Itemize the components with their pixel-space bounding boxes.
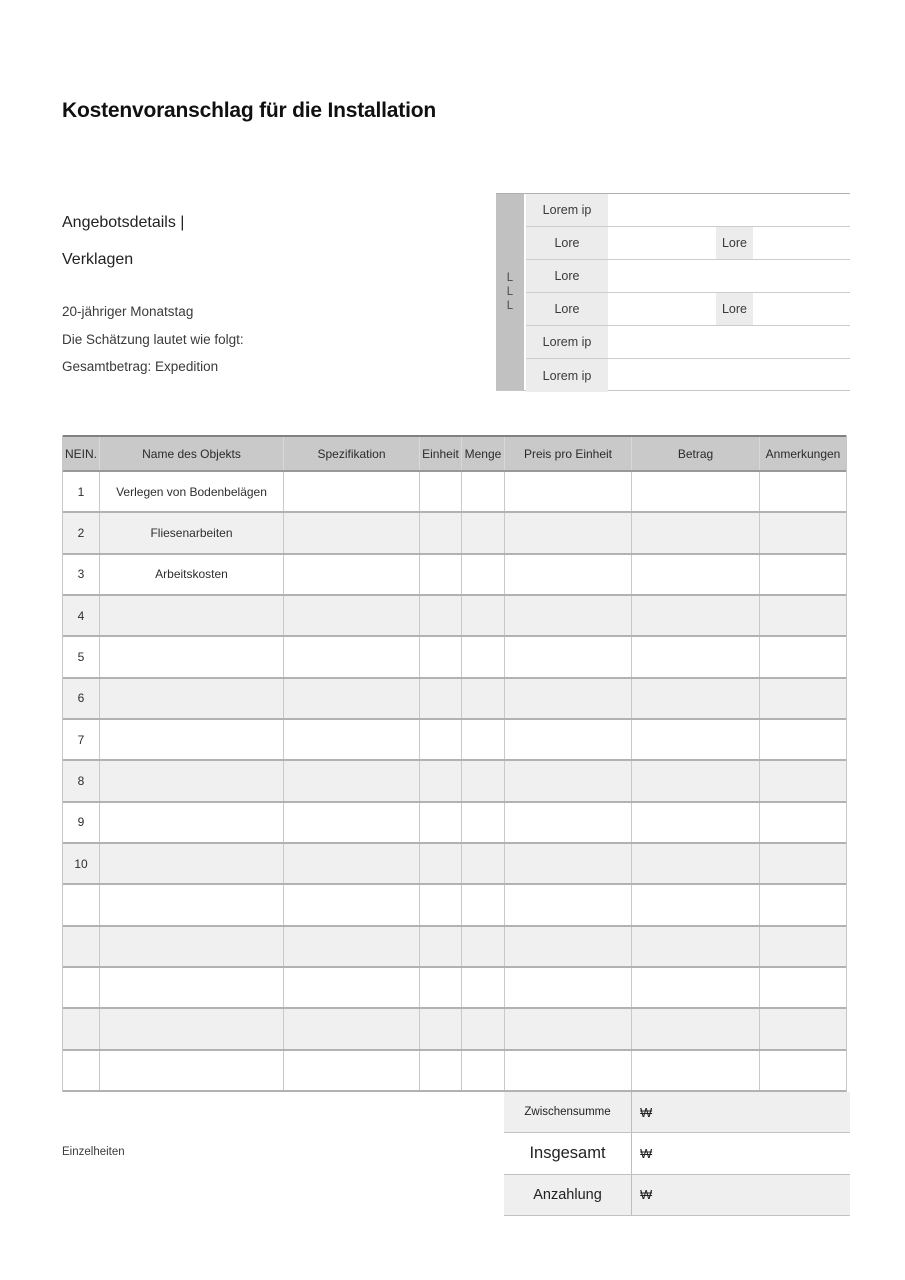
subtotal-value[interactable]: ₩ xyxy=(631,1092,850,1132)
info-label: Lore xyxy=(526,293,608,325)
info-row xyxy=(526,293,850,326)
cell-row-number xyxy=(63,885,100,924)
cell-anmerkungen[interactable] xyxy=(760,844,846,883)
cell-betrag[interactable] xyxy=(632,637,760,676)
cell-item-name[interactable] xyxy=(100,968,284,1007)
table-row xyxy=(63,1051,846,1092)
cell-menge[interactable] xyxy=(462,472,505,511)
cell-spezifikation[interactable] xyxy=(284,1051,420,1090)
cell-item-name[interactable] xyxy=(100,803,284,842)
cell-item-name[interactable] xyxy=(100,844,284,883)
cell-item-name[interactable]: Verlegen von Bodenbelägen xyxy=(100,472,284,511)
header-anmerkungen: Anmerkungen xyxy=(765,446,841,461)
cell-spezifikation[interactable] xyxy=(284,513,420,552)
side-letter: L xyxy=(506,271,514,284)
info-value-cell[interactable] xyxy=(608,194,850,226)
info-row xyxy=(526,194,850,227)
info-label: Lore xyxy=(526,227,608,259)
cell-row-number: 3 xyxy=(63,555,100,594)
cell-item-name[interactable] xyxy=(100,596,284,635)
cell-betrag[interactable] xyxy=(632,844,760,883)
cell-preis[interactable] xyxy=(505,885,632,924)
subtotal-label: Zwischensumme xyxy=(524,1106,611,1119)
header-spezifikation: Spezifikation xyxy=(284,437,420,470)
cell-preis[interactable] xyxy=(505,637,632,676)
info-value-cell[interactable] xyxy=(608,260,850,292)
table-row xyxy=(63,927,846,968)
cell-item-name[interactable] xyxy=(100,679,284,718)
header-betrag: Betrag xyxy=(632,437,760,470)
table-row xyxy=(63,885,846,926)
cell-menge[interactable] xyxy=(462,555,505,594)
cell-menge[interactable] xyxy=(462,720,505,759)
cell-preis[interactable] xyxy=(505,596,632,635)
cell-anmerkungen[interactable] xyxy=(760,761,846,800)
deposit-label: Anzahlung xyxy=(533,1186,602,1203)
header-menge: Menge xyxy=(462,437,505,470)
cell-menge[interactable] xyxy=(462,637,505,676)
cell-preis[interactable] xyxy=(505,679,632,718)
cell-preis[interactable] xyxy=(505,803,632,842)
details-line-date: 20-jähriger Monatstag xyxy=(62,304,194,319)
cell-einheit[interactable] xyxy=(420,596,462,635)
table-row xyxy=(63,555,846,596)
cell-preis[interactable] xyxy=(505,1051,632,1090)
cell-einheit[interactable] xyxy=(420,1009,462,1048)
table-row xyxy=(63,513,846,554)
cell-item-name[interactable] xyxy=(100,720,284,759)
cell-einheit[interactable] xyxy=(420,761,462,800)
cell-betrag[interactable] xyxy=(632,1009,760,1048)
cell-anmerkungen[interactable] xyxy=(760,679,846,718)
cell-betrag[interactable] xyxy=(632,720,760,759)
cell-anmerkungen[interactable] xyxy=(760,1051,846,1090)
cell-row-number: 6 xyxy=(63,679,100,718)
items-table xyxy=(62,435,847,1092)
cell-betrag[interactable] xyxy=(632,1051,760,1090)
cell-preis[interactable] xyxy=(505,968,632,1007)
cell-row-number: 4 xyxy=(63,596,100,635)
cell-row-number xyxy=(63,927,100,966)
cell-betrag[interactable] xyxy=(632,596,760,635)
cell-anmerkungen[interactable] xyxy=(760,637,846,676)
info-row xyxy=(526,359,850,392)
cell-menge[interactable] xyxy=(462,1051,505,1090)
cell-spezifikation[interactable] xyxy=(284,844,420,883)
info-value-cell[interactable] xyxy=(608,359,850,392)
details-subheading: Verklagen xyxy=(62,251,134,268)
side-letter: L xyxy=(506,285,514,298)
details-line-total: Gesamtbetrag: Expedition xyxy=(62,359,219,374)
cell-row-number: 5 xyxy=(63,637,100,676)
deposit-row xyxy=(504,1175,850,1216)
info-row xyxy=(526,326,850,359)
cell-preis[interactable] xyxy=(505,513,632,552)
cell-einheit[interactable] xyxy=(420,472,462,511)
cell-spezifikation[interactable] xyxy=(284,885,420,924)
details-heading[interactable]: Angebotsdetails | xyxy=(62,214,185,231)
cell-betrag[interactable] xyxy=(632,555,760,594)
cell-menge[interactable] xyxy=(462,596,505,635)
cell-preis[interactable] xyxy=(505,927,632,966)
cell-spezifikation[interactable] xyxy=(284,720,420,759)
side-letter: L xyxy=(506,299,514,312)
cell-spezifikation[interactable] xyxy=(284,555,420,594)
info-panel-side-bar xyxy=(496,194,524,390)
cell-menge[interactable] xyxy=(462,885,505,924)
cell-anmerkungen[interactable] xyxy=(760,472,846,511)
cell-menge[interactable] xyxy=(462,1009,505,1048)
cell-preis[interactable] xyxy=(505,761,632,800)
info-value-cell[interactable] xyxy=(608,326,850,358)
cell-spezifikation[interactable] xyxy=(284,1009,420,1048)
details-lines xyxy=(62,298,244,381)
cell-preis[interactable] xyxy=(505,720,632,759)
table-row xyxy=(63,596,846,637)
cell-anmerkungen[interactable] xyxy=(760,885,846,924)
header-einheit: Einheit xyxy=(420,437,462,470)
grand-total-row xyxy=(504,1133,850,1174)
cell-spezifikation[interactable] xyxy=(284,596,420,635)
cell-einheit[interactable] xyxy=(420,968,462,1007)
cell-item-name[interactable] xyxy=(100,1051,284,1090)
deposit-value[interactable]: ₩ xyxy=(631,1175,850,1215)
cell-preis[interactable] xyxy=(505,472,632,511)
totals-section xyxy=(504,1092,850,1216)
cell-row-number: 2 xyxy=(63,513,100,552)
cell-einheit[interactable] xyxy=(420,803,462,842)
subtotal-row xyxy=(504,1092,850,1133)
cell-betrag[interactable] xyxy=(632,761,760,800)
cell-row-number: 9 xyxy=(63,803,100,842)
table-row xyxy=(63,637,846,678)
cell-item-name[interactable] xyxy=(100,927,284,966)
cell-row-number xyxy=(63,1009,100,1048)
header-preis: Preis pro Einheit xyxy=(505,437,632,470)
cell-einheit[interactable] xyxy=(420,637,462,676)
info-panel-rows xyxy=(526,194,850,390)
cell-einheit[interactable] xyxy=(420,513,462,552)
cell-spezifikation[interactable] xyxy=(284,968,420,1007)
cell-item-name[interactable] xyxy=(100,1009,284,1048)
cell-anmerkungen[interactable] xyxy=(760,803,846,842)
cell-anmerkungen[interactable] xyxy=(760,968,846,1007)
cell-preis[interactable] xyxy=(505,1009,632,1048)
cell-betrag[interactable] xyxy=(632,513,760,552)
cell-row-number: 7 xyxy=(63,720,100,759)
items-table-header xyxy=(63,435,846,472)
cell-item-name[interactable] xyxy=(100,885,284,924)
cell-betrag[interactable] xyxy=(632,679,760,718)
cell-item-name[interactable]: Arbeitskosten xyxy=(100,555,284,594)
grand-total-label: Insgesamt xyxy=(529,1143,606,1162)
cell-menge[interactable] xyxy=(462,803,505,842)
cell-spezifikation[interactable] xyxy=(284,803,420,842)
cell-einheit[interactable] xyxy=(420,555,462,594)
info-label-secondary: Lore xyxy=(716,293,753,325)
table-row xyxy=(63,679,846,720)
cell-row-number: 8 xyxy=(63,761,100,800)
cell-spezifikation[interactable] xyxy=(284,927,420,966)
table-row xyxy=(63,1009,846,1050)
cell-betrag[interactable] xyxy=(632,885,760,924)
cell-einheit[interactable] xyxy=(420,1051,462,1090)
cell-betrag[interactable] xyxy=(632,968,760,1007)
cell-anmerkungen[interactable] xyxy=(760,1009,846,1048)
details-line-estimate: Die Schätzung lautet wie folgt: xyxy=(62,331,244,347)
cell-spezifikation[interactable] xyxy=(284,761,420,800)
cell-spezifikation[interactable] xyxy=(284,472,420,511)
cell-menge[interactable] xyxy=(462,761,505,800)
cell-row-number xyxy=(63,1051,100,1090)
cell-betrag[interactable] xyxy=(632,803,760,842)
cell-item-name[interactable] xyxy=(100,637,284,676)
cell-menge[interactable] xyxy=(462,844,505,883)
cell-row-number: 1 xyxy=(63,472,100,511)
table-row xyxy=(63,803,846,844)
cell-spezifikation[interactable] xyxy=(284,679,420,718)
cell-item-name[interactable]: Fliesenarbeiten xyxy=(100,513,284,552)
cell-menge[interactable] xyxy=(462,679,505,718)
cell-preis[interactable] xyxy=(505,844,632,883)
cell-menge[interactable] xyxy=(462,968,505,1007)
table-row xyxy=(63,472,846,513)
cell-einheit[interactable] xyxy=(420,885,462,924)
table-row xyxy=(63,720,846,761)
page-title: Kostenvoranschlag für die Installation xyxy=(62,99,436,122)
cell-betrag[interactable] xyxy=(632,927,760,966)
cell-item-name[interactable] xyxy=(100,761,284,800)
info-row xyxy=(526,260,850,293)
info-label-secondary: Lore xyxy=(716,227,753,259)
table-row xyxy=(63,968,846,1009)
info-label: Lorem ip xyxy=(526,326,608,358)
cell-spezifikation[interactable] xyxy=(284,637,420,676)
table-row xyxy=(63,844,846,885)
cell-einheit[interactable] xyxy=(420,844,462,883)
cell-anmerkungen[interactable] xyxy=(760,513,846,552)
table-row xyxy=(63,761,846,802)
cell-anmerkungen[interactable] xyxy=(760,596,846,635)
cell-einheit[interactable] xyxy=(420,927,462,966)
info-label: Lore xyxy=(526,260,608,292)
cell-menge[interactable] xyxy=(462,513,505,552)
cell-einheit[interactable] xyxy=(420,679,462,718)
cell-anmerkungen[interactable] xyxy=(760,555,846,594)
cell-anmerkungen[interactable] xyxy=(760,927,846,966)
cell-menge[interactable] xyxy=(462,927,505,966)
cell-row-number: 10 xyxy=(63,844,100,883)
cell-betrag[interactable] xyxy=(632,472,760,511)
cell-row-number xyxy=(63,968,100,1007)
info-label: Lorem ip xyxy=(526,194,608,226)
cell-anmerkungen[interactable] xyxy=(760,720,846,759)
details-note: Einzelheiten xyxy=(62,1146,125,1158)
cell-einheit[interactable] xyxy=(420,720,462,759)
header-nein: NEIN. xyxy=(63,437,100,470)
info-row xyxy=(526,227,850,260)
cell-preis[interactable] xyxy=(505,555,632,594)
info-label: Lorem ip xyxy=(526,359,608,392)
header-name: Name des Objekts xyxy=(100,437,284,470)
grand-total-value[interactable]: ₩ xyxy=(631,1133,850,1173)
info-panel xyxy=(496,193,850,391)
